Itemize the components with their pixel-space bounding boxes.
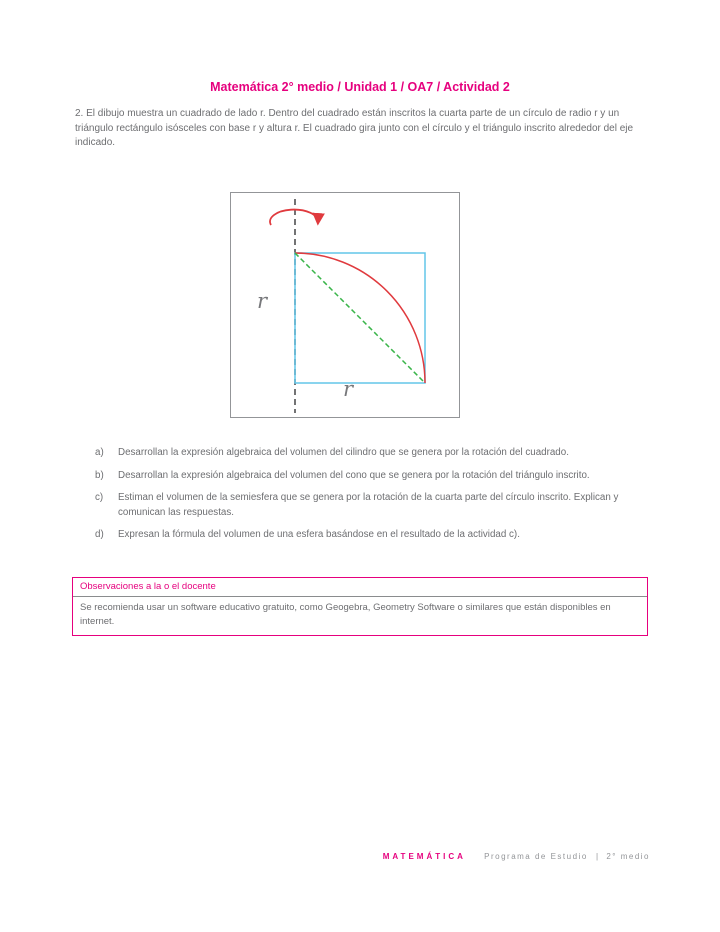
footer-brand: MATEMÁTICA: [382, 852, 466, 861]
rotation-arrow-icon: [270, 210, 318, 225]
list-item: [95, 528, 653, 543]
rotation-figure: [230, 192, 460, 418]
footer-program: Programa de Estudio: [484, 852, 588, 861]
observations-body: Se recomienda usar un software educativo gratuito, como Geogebra, Geometry Software o similares que están disponibles en internet.: [80, 602, 611, 627]
task-label: a): [95, 447, 104, 458]
teacher-observations-box: [72, 577, 648, 636]
footer-grade: 2° medio: [606, 852, 650, 861]
task-text: Expresan la fórmula del volumen de una esfera basándose en el resultado de la actividad c).: [118, 529, 520, 540]
list-item: [95, 446, 653, 461]
task-label: b): [95, 469, 104, 481]
triangle-hypotenuse: [295, 253, 425, 383]
task-text: Desarrollan la expresión algebraica del volumen del cilindro que se genera por la rotación del cuadrado.: [118, 447, 569, 458]
page-title: Matemática 2° medio / Unidad 1 / OA7 / Actividad 2: [210, 80, 510, 94]
task-text: Estiman el volumen de la semiesfera que se genera por la rotación de la cuarta parte del círculo inscrito. Explican y comunican las respuestas.: [118, 492, 619, 518]
task-label: c): [95, 492, 104, 503]
radius-label-left: r: [257, 289, 268, 313]
list-item: [95, 469, 653, 484]
task-text: Desarrollan la expresión algebraica del volumen del cono que se genera por la rotación del triángulo inscrito.: [118, 469, 590, 481]
footer-separator: |: [596, 852, 599, 861]
intro-paragraph: 2. El dibujo muestra un cuadrado de lado r. Dentro del cuadrado están inscritos la cuarta parte de un círculo de radio r y un triángulo rectángulo isósceles con base r y altura r. El cuadrado gira junto con el círculo y el triángulo inscrito alrededor del eje indicado.: [75, 108, 634, 148]
page-footer: [0, 852, 650, 861]
observations-title: Observaciones a la o el docente: [73, 578, 647, 597]
task-list: [95, 446, 653, 551]
radius-label-bottom: r: [343, 377, 354, 401]
task-label: d): [95, 529, 104, 540]
list-item: [95, 491, 653, 520]
